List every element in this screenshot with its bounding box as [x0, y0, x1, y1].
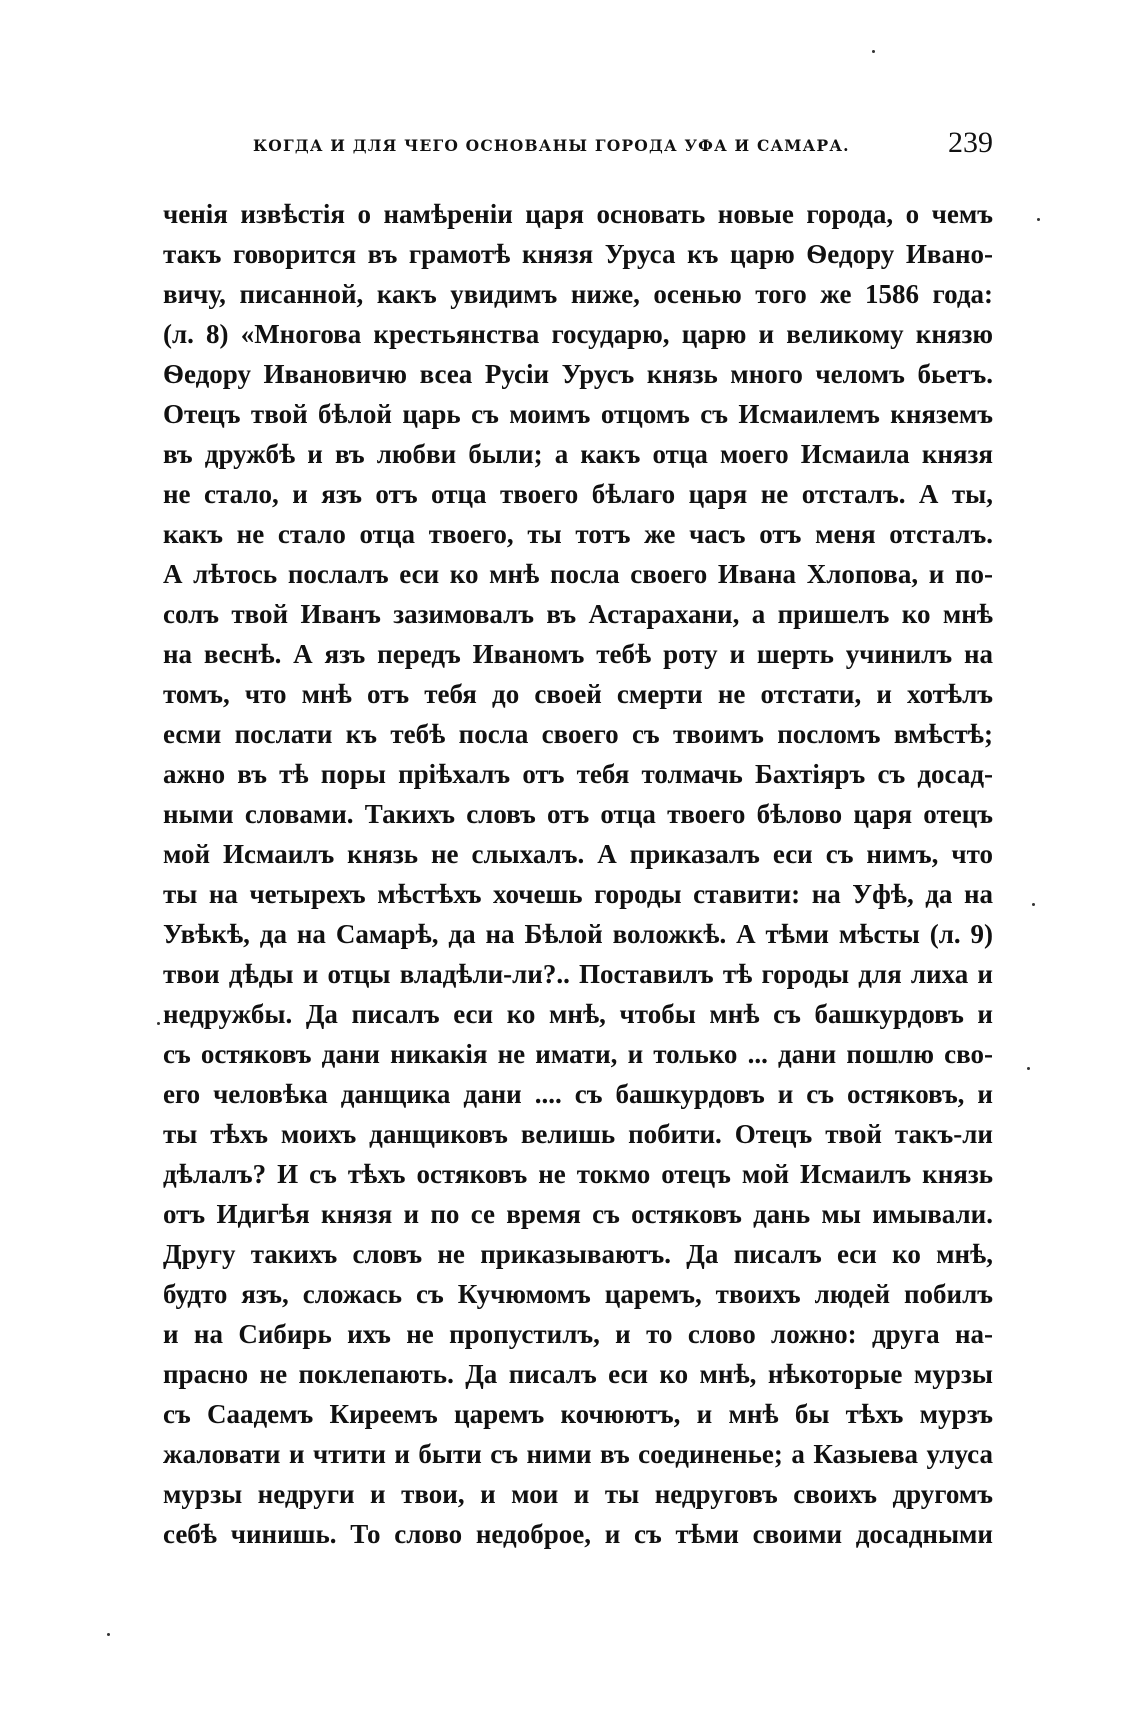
- text-line: твои дѣды и отцы владѣли-ли?.. Поставилъ тѣ городы для лиха и: [163, 959, 993, 989]
- text-line: ты тѣхъ моихъ данщиковъ велишь побити. Отецъ твой такъ-ли: [163, 1119, 993, 1149]
- text-line: есми послати къ тебѣ посла своего съ твоимъ посломъ вмѣстѣ;: [163, 719, 993, 749]
- text-line: отъ Идигѣя князя и по се время съ остяковъ дань мы имывали.: [163, 1199, 993, 1229]
- text-line: ажно въ тѣ поры пріѣхалъ отъ тебя толмачь Бахтіяръ съ досад-: [163, 759, 993, 789]
- page-number: 239: [948, 126, 993, 159]
- scan-speck: [872, 50, 875, 53]
- text-line: (л. 8) «Многова крестьянства государю, царю и великому князю: [163, 319, 993, 349]
- text-line: какъ не стало отца твоего, ты тотъ же часъ отъ меня отсталъ.: [163, 519, 993, 549]
- text-line: такъ говорится въ грамотѣ князя Уруса къ царю Ѳедору Ивано-: [163, 239, 993, 269]
- text-line: ты на четырехъ мѣстѣхъ хочешь городы ставити: на Уфѣ, да на: [163, 879, 993, 909]
- scan-speck: [1032, 903, 1035, 906]
- text-line: Ѳедору Ивановичю всеа Русіи Урусъ князь много челомъ бьетъ.: [163, 359, 993, 389]
- scan-speck: [1037, 218, 1040, 221]
- text-line: жаловати и чтити и быти съ ними въ соединенье; а Казыева улуса: [163, 1439, 993, 1469]
- text-line: ченія извѣстія о намѣреніи царя основать новые города, о чемъ: [163, 199, 993, 229]
- text-line: на веснѣ. А язъ передъ Иваномъ тебѣ роту и шерть учинилъ на: [163, 639, 993, 669]
- text-line: солъ твой Иванъ зазимовалъ въ Астарахани, а пришелъ ко мнѣ: [163, 599, 993, 629]
- text-line: и на Сибирь ихъ не пропустилъ, и то слово ложно: друга на-: [163, 1319, 993, 1349]
- text-line: А лѣтось послалъ еси ко мнѣ посла своего Ивана Хлопова, и по-: [163, 559, 993, 589]
- text-line: въ дружбѣ и въ любви были; а какъ отца моего Исмаила князя: [163, 439, 993, 469]
- text-line: ными словами. Такихъ словъ отъ отца твоего бѣлово царя отецъ: [163, 799, 993, 829]
- text-line: Другу такихъ словъ не приказываютъ. Да писалъ еси ко мнѣ,: [163, 1239, 993, 1269]
- text-line: мой Исмаилъ князь не слыхалъ. А приказалъ еси съ нимъ, что: [163, 839, 993, 869]
- text-line: недружбы. Да писалъ еси ко мнѣ, чтобы мнѣ съ башкурдовъ и: [163, 999, 993, 1029]
- text-line: Отецъ твой бѣлой царь съ моимъ отцомъ съ Исмаилемъ княземъ: [163, 399, 993, 429]
- scan-speck: [157, 1022, 160, 1025]
- text-line: томъ, что мнѣ отъ тебя до своей смерти не отстати, и хотѣлъ: [163, 679, 993, 709]
- text-line: съ Саадемъ Киреемъ царемъ кочюютъ, и мнѣ бы тѣхъ мурзъ: [163, 1399, 993, 1429]
- text-line: вичу, писанной, какъ увидимъ ниже, осенью того же 1586 года:: [163, 279, 993, 309]
- scan-speck: [107, 1633, 110, 1636]
- text-line: мурзы недруги и твои, и мои и ты недруговъ своихъ другомъ: [163, 1479, 993, 1509]
- text-line: будто язъ, сложась съ Кучюмомъ царемъ, твоихъ людей побилъ: [163, 1279, 993, 1309]
- text-line: дѣлалъ? И съ тѣхъ остяковъ не токмо отецъ мой Исмаилъ князь: [163, 1159, 993, 1189]
- text-line: себѣ чинишь. То слово недоброе, и съ тѣми своими досадными: [163, 1519, 993, 1549]
- text-line: прасно не поклепають. Да писалъ еси ко мнѣ, нѣкоторые мурзы: [163, 1359, 993, 1389]
- text-line: съ остяковъ дани никакія не имати, и только ... дани пошлю сво-: [163, 1039, 993, 1069]
- body-text: [163, 194, 993, 1554]
- text-line: Увѣкѣ, да на Самарѣ, да на Бѣлой воложкѣ. А тѣми мѣсты (л. 9): [163, 919, 993, 949]
- running-title: КОГДА И ДЛЯ ЧЕГО ОСНОВАНЫ ГОРОДА УФА И САМАРА.: [253, 136, 850, 155]
- running-header: [253, 126, 993, 166]
- scan-speck: [1027, 1067, 1030, 1070]
- text-line: не стало, и язъ отъ отца твоего бѣлаго царя не отсталъ. А ты,: [163, 479, 993, 509]
- text-line: его человѣка данщика дани .... съ башкурдовъ и съ остяковъ, и: [163, 1079, 993, 1109]
